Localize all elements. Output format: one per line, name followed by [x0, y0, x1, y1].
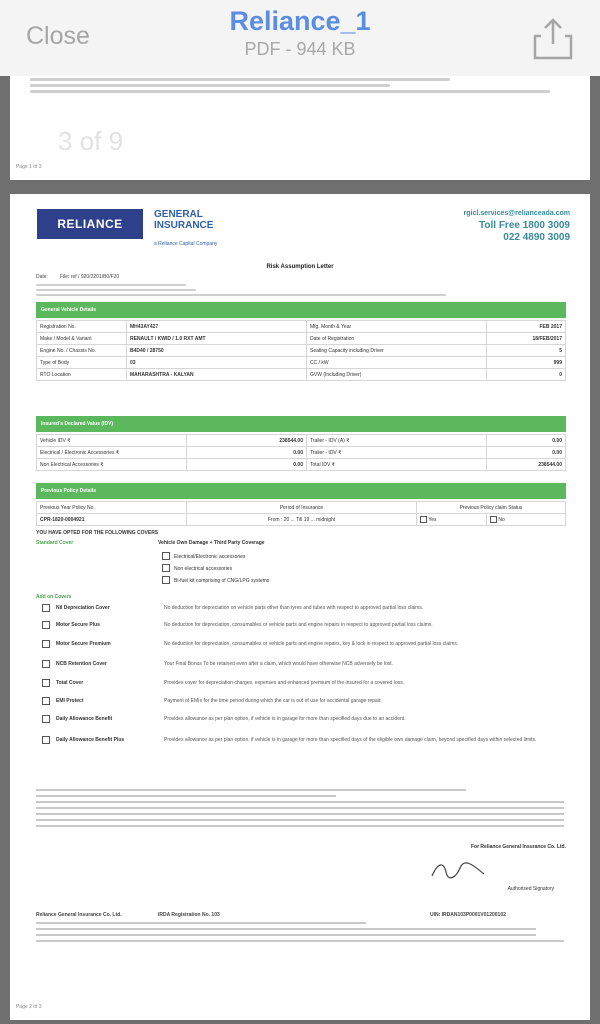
- contact-email: rgicl.services@relianceada.com: [463, 210, 570, 217]
- document-title: Reliance_1: [229, 6, 371, 36]
- table-row: [37, 447, 566, 459]
- viewer-header: [0, 0, 600, 76]
- document-size: PDF - 944 KB: [244, 39, 356, 59]
- addon-name: Motor Secure Plus: [56, 622, 100, 628]
- claim-yes-label: Yes: [428, 516, 437, 523]
- checkbox: [162, 576, 170, 584]
- footer-irda: IRDA Registration No. 103: [158, 912, 220, 918]
- table-row: [37, 502, 566, 514]
- table-cell: FEB 2017: [487, 321, 566, 333]
- table-row: [37, 435, 566, 447]
- addon-description: No deduction for depreciation, consumables or vehicle parts and engine repairs, key & lock in respect to approved partial loss claims.: [164, 641, 459, 647]
- pdf-page-current[interactable]: [10, 194, 590, 1020]
- vehicle-details-table: [36, 320, 566, 381]
- table-cell: Make / Model & Variant: [37, 333, 127, 345]
- table-cell: MAHARASHTRA - KALYAN: [127, 369, 307, 381]
- text-line: [36, 934, 536, 936]
- intro-file: File: ref / 920/2201/B0/F20: [60, 274, 120, 280]
- signatory-title: Authorised Signatory: [507, 886, 554, 892]
- text-line: [36, 940, 564, 942]
- text-line: [36, 807, 564, 809]
- table-cell: 0.00: [187, 447, 307, 459]
- title-wrap: [0, 6, 600, 60]
- contact-tollfree: Toll Free 1800 3009: [479, 220, 570, 231]
- table-cell: RENAULT / KWID / 1.0 RXT AMT: [127, 333, 307, 345]
- table-header: Previous Year Policy No.: [37, 502, 187, 514]
- page-counter: 3 of 9: [58, 126, 124, 156]
- page-number-label: Page 2 of 3: [16, 1004, 42, 1010]
- table-cell: B4D40 / 28750: [127, 345, 307, 357]
- standard-option: Bi-fuel kit comprising of CNG/LPG systems: [174, 578, 270, 584]
- contact-block: [464, 208, 570, 244]
- standard-cover-value: Vehicle Own Damage + Third Party Coverage: [158, 540, 265, 546]
- claim-no-label: No: [498, 516, 505, 523]
- table-cell: 0.00: [187, 459, 307, 471]
- standard-option: Electrical/Electronic accessories: [174, 554, 246, 560]
- addon-description: Provides allowance as per plan option, if vehicle is in garage for more than specified days of the eligible own damage claim, beyond specified days within selected limits.: [164, 737, 537, 743]
- text-line: [30, 84, 390, 87]
- checkbox: [42, 604, 50, 612]
- addon-description: Your Final Bonus To be retained even after a claim, which would have otherwise NCB adversely be lost.: [164, 661, 394, 667]
- text-line: [36, 801, 564, 803]
- claim-yes-checkbox: [420, 516, 427, 523]
- addon-description: Provides cover for depreciation charges, expenses and enhanced premium of the insured for a covered loss.: [164, 680, 405, 686]
- table-cell: Trailer - IDV ₹: [307, 447, 487, 459]
- intro-date: Date:: [36, 274, 48, 280]
- reliance-logo: RELIANCE: [37, 209, 143, 239]
- table-header: Period of Insurance: [187, 502, 417, 514]
- table-cell: Engine No. / Chassis No.: [37, 345, 127, 357]
- checkbox: [42, 736, 50, 744]
- table-row: [37, 333, 566, 345]
- text-line: [36, 825, 564, 827]
- signatory-company: For Reliance General Insurance Co. Ltd.: [470, 844, 566, 850]
- footer-uin: UIN: IRDAN103P0001V01200102: [430, 912, 506, 918]
- text-line: [36, 795, 336, 797]
- table-cell: [417, 514, 487, 526]
- text-line: [36, 813, 564, 815]
- table-row: [37, 514, 566, 526]
- table-cell: Type of Body: [37, 357, 127, 369]
- addon-name: EMI Protect: [56, 698, 84, 704]
- table-cell: Vehicle IDV ₹: [37, 435, 187, 447]
- table-cell: MH43AY427: [127, 321, 307, 333]
- table-cell: 0.00: [487, 435, 566, 447]
- table-cell: Date of Registration: [307, 333, 487, 345]
- brand-name: [154, 209, 213, 231]
- letter-title: Risk Assumption Letter: [266, 264, 334, 270]
- addon-name: NCB Retention Cover: [56, 661, 107, 667]
- table-cell: GVW (Including Driver): [307, 369, 487, 381]
- brand-line-2: INSURANCE: [154, 220, 214, 231]
- table-cell: 999: [487, 357, 566, 369]
- table-cell: 18/FEB/2017: [487, 333, 566, 345]
- table-cell: CPR-1820-0004921: [37, 514, 187, 526]
- text-line: [36, 294, 446, 296]
- checkbox: [162, 552, 170, 560]
- table-cell: Non Electrical Accessories ₹: [37, 459, 187, 471]
- addon-description: Payment of EMIs for the time period during which the car is out of use for accidental garage repair.: [164, 698, 382, 704]
- standard-option: Non electrical accessories: [174, 566, 233, 572]
- text-line: [30, 90, 550, 93]
- table-cell: [487, 514, 566, 526]
- table-cell: 03: [127, 357, 307, 369]
- section-vehicle-details: General Vehicle Details: [36, 302, 566, 318]
- contact-phone: 022 4890 3009: [503, 232, 570, 243]
- close-button[interactable]: Close: [26, 22, 90, 50]
- section-previous-policy: Previous Policy Details: [36, 483, 566, 499]
- table-row: [37, 321, 566, 333]
- pdf-page-previous: [10, 74, 590, 180]
- text-line: [36, 284, 186, 286]
- table-row: [37, 369, 566, 381]
- signature-image: [428, 858, 488, 882]
- addon-name: Nil Depreciation Cover: [56, 605, 110, 611]
- addon-name: Daily Allowance Benefit Plus: [56, 737, 125, 743]
- idv-table: [36, 434, 566, 471]
- text-line: [36, 922, 366, 924]
- addon-description: Provides allowance as per plan option, if vehicle is in garage for more than specified days due to an accident.: [164, 716, 406, 722]
- opted-covers-heading: YOU HAVE OPTED FOR THE FOLLOWING COVERS: [36, 530, 159, 536]
- table-cell: 238544.00: [487, 459, 566, 471]
- standard-cover-label: Standard Cover: [36, 540, 74, 546]
- table-header: Previous Policy claim Status: [417, 502, 566, 514]
- checkbox: [42, 715, 50, 723]
- table-row: [37, 345, 566, 357]
- page-number-label: Page 1 of 3: [16, 164, 42, 170]
- text-line: [36, 928, 536, 930]
- addon-name: Daily Allowance Benefit: [56, 716, 113, 722]
- checkbox: [42, 679, 50, 687]
- table-cell: 5: [487, 345, 566, 357]
- table-cell: 0: [487, 369, 566, 381]
- table-cell: Electrical / Electronic Accessories ₹: [37, 447, 187, 459]
- footer-company: Reliance General Insurance Co. Ltd.: [36, 912, 122, 918]
- table-cell: Total IDV ₹: [307, 459, 487, 471]
- checkbox: [162, 564, 170, 572]
- table-cell: Trailer - IDV (A) ₹: [307, 435, 487, 447]
- addon-name: Motor Secure Premium: [56, 641, 111, 647]
- checkbox: [42, 621, 50, 629]
- checkbox: [42, 640, 50, 648]
- table-cell: RTO Location: [37, 369, 127, 381]
- checkbox: [42, 697, 50, 705]
- table-cell: CC / kW: [307, 357, 487, 369]
- addon-description: No deduction for depreciation, consumables or vehicle parts and engine repairs in respect to approved partial loss claims.: [164, 622, 433, 628]
- text-line: [36, 819, 564, 821]
- text-line: [36, 289, 196, 291]
- table-row: [37, 459, 566, 471]
- share-icon[interactable]: [531, 16, 575, 60]
- previous-policy-table: [36, 501, 566, 526]
- addon-description: No deduction for depreciation on vehicle parts other than tyres and tubes with respect to approved partial loss claims.: [164, 605, 424, 611]
- checkbox: [42, 660, 50, 668]
- text-line: [30, 78, 450, 81]
- table-cell: 238544.00: [187, 435, 307, 447]
- claim-no-checkbox: [490, 516, 497, 523]
- text-line: [36, 789, 466, 791]
- table-cell: Seating Capacity including Driver: [307, 345, 487, 357]
- section-idv: Insured's Declared Value (IDV): [36, 416, 566, 432]
- brand-tagline: a Reliance Capital Company: [154, 241, 218, 247]
- brand-line-1: GENERAL: [154, 209, 203, 220]
- table-cell: From : 20 ... Till 19 ... midnight: [187, 514, 417, 526]
- table-row: [37, 357, 566, 369]
- table-cell: Mfg. Month & Year: [307, 321, 487, 333]
- table-cell: 0.00: [487, 447, 566, 459]
- table-cell: Registration No.: [37, 321, 127, 333]
- addon-name: Total Cover: [56, 680, 84, 686]
- addon-covers-label: Add on Covers: [36, 594, 72, 600]
